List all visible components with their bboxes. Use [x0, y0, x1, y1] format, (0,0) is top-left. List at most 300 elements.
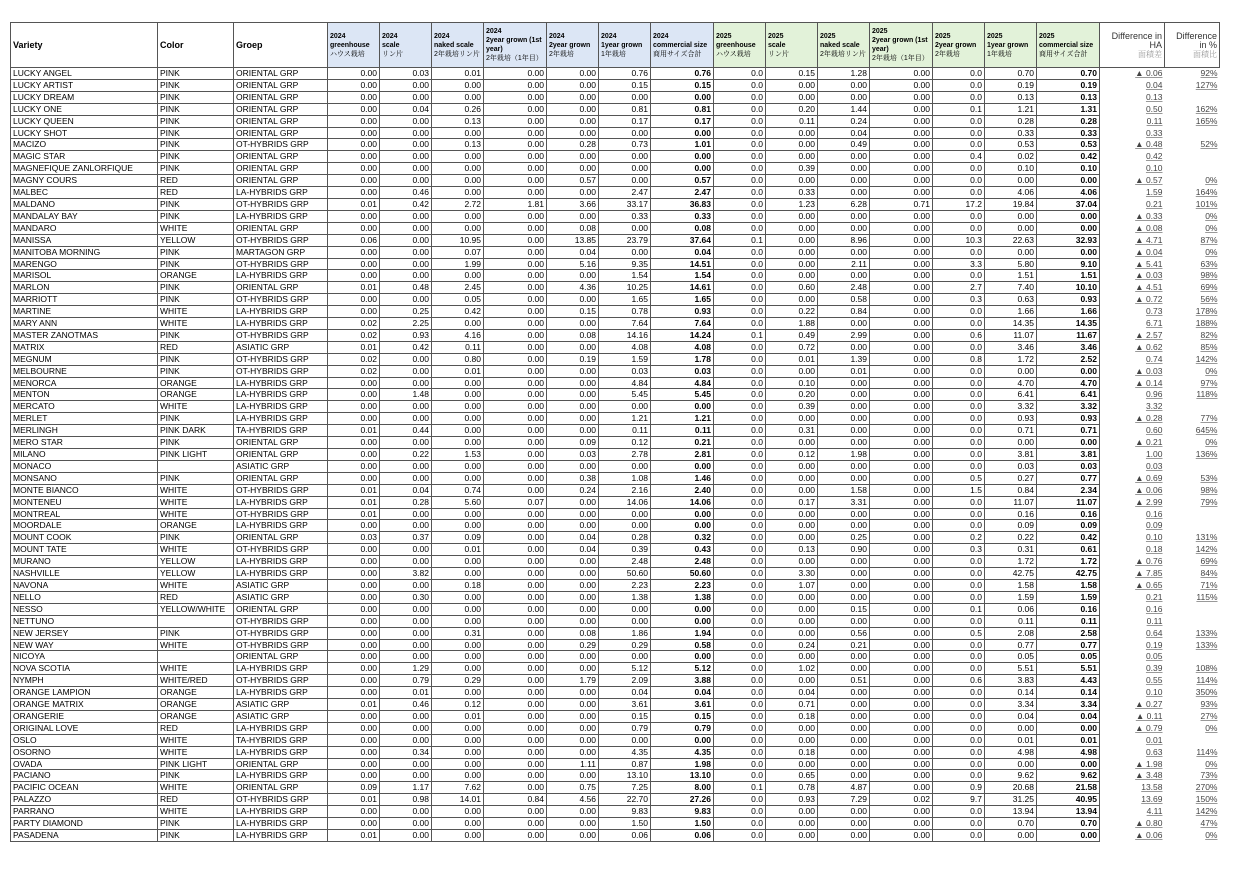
cell-2024-value: 1.21: [651, 413, 714, 425]
cell-2024-value: 0.00: [484, 234, 547, 246]
cell-2025-value: 0.0: [714, 520, 766, 532]
cell-2024-value: 2.47: [651, 187, 714, 199]
cell-difference-ha: 0.04: [1145, 79, 1163, 90]
header-2024-col-7: [651, 23, 714, 68]
cell-difference-pct: 645%: [1195, 425, 1218, 436]
cell-color: [158, 460, 234, 472]
cell-2025-value: 0.00: [870, 270, 933, 282]
cell-2025-value: 0.77: [1037, 639, 1100, 651]
cell-2024-value: 4.08: [599, 341, 651, 353]
cell-2024-value: 0.00: [328, 187, 380, 199]
cell-difference-pct: 53%: [1200, 472, 1218, 483]
cell-2024-value: 23.79: [599, 234, 651, 246]
cell-color: [158, 651, 234, 663]
cell-2025-value: 1.58: [1037, 579, 1100, 591]
cell-2025-value: 0.0: [933, 687, 985, 699]
cell-variety: ORIGINAL LOVE: [11, 722, 158, 734]
cell-variety: MURANO: [11, 556, 158, 568]
cell-2025-value: 0.0: [714, 663, 766, 675]
cell-2024-value: 0.00: [328, 472, 380, 484]
header-jp-label: 2年栽培: [549, 50, 574, 58]
cell-2025-value: 0.00: [818, 806, 870, 818]
cell-groep: OT-HYBRIDS GRP: [234, 198, 328, 210]
cell-groep: ORIENTAL GRP: [234, 79, 328, 91]
table-row: [11, 425, 1220, 437]
cell-2025-value: 0.0: [933, 79, 985, 91]
cell-variety: MOORDALE: [11, 520, 158, 532]
cell-2025-value: 0.00: [766, 722, 818, 734]
cell-difference-ha: 1.59: [1145, 187, 1163, 198]
header-jp-label: ハウス栽培: [716, 50, 751, 58]
cell-2024-value: 0.00: [484, 746, 547, 758]
cell-2024-value: 5.12: [599, 663, 651, 675]
table-row: [11, 377, 1220, 389]
cell-2025-value: 0.0: [714, 127, 766, 139]
cell-2025-value: 0.0: [714, 603, 766, 615]
header-line: Difference in: [1111, 30, 1162, 41]
cell-color: PINK: [158, 329, 234, 341]
header-2025-col-3: [818, 23, 870, 68]
cell-difference-ha: 0.19: [1145, 639, 1163, 650]
cell-groep: ORIENTAL GRP: [234, 532, 328, 544]
cell-2025-value: 0.3: [933, 544, 985, 556]
cell-2024-value: 0.00: [380, 770, 432, 782]
cell-2024-value: 0.00: [547, 591, 599, 603]
cell-groep: LA-HYBRIDS GRP: [234, 389, 328, 401]
table-row: [11, 687, 1220, 699]
cell-variety: PASADENA: [11, 830, 158, 842]
cell-color: PINK: [158, 198, 234, 210]
header-2024-col-5: [547, 23, 599, 68]
cell-2025-value: 5.80: [985, 258, 1037, 270]
cell-color: PINK: [158, 472, 234, 484]
cell-difference-ha: 6.71: [1145, 318, 1163, 329]
cell-color: PINK DARK: [158, 425, 234, 437]
table-row: [11, 615, 1220, 627]
cell-2025-value: 0.20: [766, 389, 818, 401]
cell-color: WHITE/RED: [158, 675, 234, 687]
cell-variety: LUCKY ONE: [11, 103, 158, 115]
header-jp-label: 商用サイズ合計: [1039, 50, 1088, 58]
cell-color: PINK: [158, 127, 234, 139]
cell-2024-value: 0.08: [547, 222, 599, 234]
cell-2025-value: 0.00: [766, 758, 818, 770]
cell-2025-value: 0.77: [985, 639, 1037, 651]
cell-2024-value: 2.47: [599, 187, 651, 199]
cell-2025-value: 0.09: [1037, 520, 1100, 532]
cell-difference-pct: 0%: [1205, 365, 1218, 376]
cell-2025-value: 0.0: [714, 246, 766, 258]
header-label: 1year grown: [601, 41, 643, 49]
cell-2024-value: 0.00: [328, 568, 380, 580]
cell-2025-value: 1.5: [933, 484, 985, 496]
cell-groep: LA-HYBRIDS GRP: [234, 663, 328, 675]
cell-2024-value: 0.00: [599, 127, 651, 139]
cell-2025-value: 3.32: [985, 401, 1037, 413]
cell-2024-value: 3.61: [651, 699, 714, 711]
cell-2024-value: 0.00: [380, 365, 432, 377]
cell-2025-value: 0.00: [870, 187, 933, 199]
cell-2024-value: 33.17: [599, 198, 651, 210]
cell-2024-value: 0.00: [484, 675, 547, 687]
cell-2025-value: 0.0: [714, 830, 766, 842]
table-row: [11, 544, 1220, 556]
cell-2024-value: 0.03: [547, 449, 599, 461]
cell-difference-ha: ▲ 0.57: [1135, 175, 1163, 186]
cell-2025-value: 0.00: [818, 687, 870, 699]
cell-2024-value: 0.00: [432, 318, 484, 330]
cell-2024-value: 0.00: [547, 520, 599, 532]
cell-2024-value: 0.00: [651, 151, 714, 163]
cell-2024-value: 0.00: [484, 449, 547, 461]
table-row: [11, 449, 1220, 461]
cell-2025-value: 0.49: [818, 139, 870, 151]
cell-2025-value: 0.00: [870, 460, 933, 472]
cell-2025-value: 0.18: [766, 746, 818, 758]
cell-difference-pct: 73%: [1200, 770, 1218, 781]
cell-groep: MARTAGON GRP: [234, 246, 328, 258]
cell-color: ORANGE: [158, 699, 234, 711]
header-year: 2024: [653, 32, 669, 40]
header-2025-col-2: [766, 23, 818, 68]
cell-2024-value: 0.00: [380, 710, 432, 722]
cell-difference-ha: ▲ 0.06: [1135, 484, 1163, 495]
cell-difference-pct: 118%: [1196, 389, 1218, 400]
cell-2024-value: 0.00: [599, 651, 651, 663]
cell-2025-value: 0.00: [818, 520, 870, 532]
cell-2025-value: 0.10: [766, 377, 818, 389]
cell-2024-value: 2.16: [599, 484, 651, 496]
cell-2024-value: 7.64: [599, 318, 651, 330]
cell-2024-value: 1.98: [651, 758, 714, 770]
cell-groep: OT-HYBRIDS GRP: [234, 329, 328, 341]
cell-2025-value: 0.0: [714, 151, 766, 163]
cell-2025-value: 0.15: [766, 68, 818, 80]
table-row: [11, 639, 1220, 651]
cell-2025-value: 0.00: [870, 699, 933, 711]
header-2024-col-2: [380, 23, 432, 68]
cell-2024-value: 0.00: [484, 365, 547, 377]
cell-2024-value: 0.00: [547, 496, 599, 508]
cell-2024-value: 0.03: [651, 365, 714, 377]
cell-2025-value: 0.00: [818, 746, 870, 758]
cell-2024-value: 0.00: [599, 401, 651, 413]
cell-2025-value: 0.00: [870, 389, 933, 401]
cell-2024-value: 0.04: [380, 103, 432, 115]
cell-2025-value: 0.19: [1037, 79, 1100, 91]
cell-2024-value: 0.00: [547, 568, 599, 580]
cell-groep: ORIENTAL GRP: [234, 103, 328, 115]
cell-variety: PALAZZO: [11, 794, 158, 806]
table-row: [11, 794, 1220, 806]
cell-2025-value: 0.0: [714, 413, 766, 425]
table-row: [11, 91, 1220, 103]
cell-2025-value: 0.16: [1037, 508, 1100, 520]
cell-2024-value: 0.00: [484, 722, 547, 734]
cell-2024-value: 0.00: [599, 615, 651, 627]
header-line: in %: [1199, 39, 1217, 50]
cell-2025-value: 0.0: [933, 651, 985, 663]
cell-difference-pct: 85%: [1200, 341, 1218, 352]
cell-2024-value: 0.00: [328, 460, 380, 472]
table-row: [11, 830, 1220, 842]
cell-2024-value: 0.00: [432, 222, 484, 234]
table-row: [11, 532, 1220, 544]
cell-2024-value: 10.95: [432, 234, 484, 246]
cell-2024-value: 0.00: [380, 734, 432, 746]
cell-2024-value: 4.08: [651, 341, 714, 353]
cell-2025-value: 0.00: [870, 258, 933, 270]
header-jp-label: リン片: [768, 50, 789, 58]
cell-2025-value: 0.00: [870, 234, 933, 246]
cell-difference-pct: [1165, 615, 1220, 627]
cell-2024-value: 5.60: [432, 496, 484, 508]
cell-2025-value: 0.0: [714, 734, 766, 746]
cell-2024-value: 2.45: [432, 282, 484, 294]
cell-2025-value: 0.0: [714, 579, 766, 591]
cell-2024-value: 0.09: [547, 437, 599, 449]
cell-2025-value: 1.39: [818, 353, 870, 365]
cell-2024-value: 0.00: [432, 437, 484, 449]
cell-2025-value: 0.00: [870, 687, 933, 699]
cell-2024-value: 0.00: [380, 377, 432, 389]
cell-2024-value: 0.00: [380, 615, 432, 627]
cell-2025-value: 0.0: [714, 818, 766, 830]
cell-2025-value: 0.53: [985, 139, 1037, 151]
cell-variety: MARTINE: [11, 306, 158, 318]
cell-2024-value: 0.00: [484, 151, 547, 163]
cell-difference-pct: 127%: [1195, 79, 1218, 90]
cell-2025-value: 11.07: [1037, 496, 1100, 508]
table-row: [11, 710, 1220, 722]
cell-color: WHITE: [158, 806, 234, 818]
cell-groep: OT-HYBRIDS GRP: [234, 484, 328, 496]
cell-groep: LA-HYBRIDS GRP: [234, 520, 328, 532]
cell-2024-value: 0.00: [432, 520, 484, 532]
cell-groep: OT-HYBRIDS GRP: [234, 794, 328, 806]
cell-2024-value: 0.04: [651, 687, 714, 699]
cell-2024-value: 0.00: [432, 603, 484, 615]
cell-2024-value: 0.01: [432, 365, 484, 377]
cell-2024-value: 0.00: [547, 556, 599, 568]
cell-2025-value: 0.00: [1037, 365, 1100, 377]
cell-variety: MANDARO: [11, 222, 158, 234]
cell-2024-value: 0.00: [432, 651, 484, 663]
cell-2024-value: 0.00: [484, 734, 547, 746]
cell-2025-value: 0.00: [870, 782, 933, 794]
cell-2024-value: 13.10: [651, 770, 714, 782]
cell-color: PINK: [158, 413, 234, 425]
cell-2024-value: 0.00: [432, 377, 484, 389]
cell-variety: MARRIOTT: [11, 294, 158, 306]
cell-2025-value: 22.63: [985, 234, 1037, 246]
cell-2025-value: 0.01: [766, 353, 818, 365]
cell-groep: LA-HYBRIDS GRP: [234, 270, 328, 282]
cell-2025-value: 0.0: [933, 568, 985, 580]
cell-2024-value: 0.00: [432, 210, 484, 222]
table-row: [11, 163, 1220, 175]
cell-2025-value: 0.0: [933, 425, 985, 437]
cell-2025-value: 0.00: [766, 246, 818, 258]
table-row: [11, 365, 1220, 377]
cell-2024-value: 0.01: [432, 544, 484, 556]
cell-2025-value: 0.0: [933, 413, 985, 425]
cell-color: PINK: [158, 532, 234, 544]
cell-2024-value: 0.00: [328, 651, 380, 663]
cell-difference-pct: [1165, 734, 1220, 746]
cell-2025-value: 0.51: [818, 675, 870, 687]
cell-2025-value: 3.34: [1037, 699, 1100, 711]
cell-2025-value: 0.00: [818, 818, 870, 830]
cell-color: PINK: [158, 282, 234, 294]
cell-2025-value: 0.01: [985, 734, 1037, 746]
cell-2025-value: 14.35: [1037, 318, 1100, 330]
cell-difference-pct: [1165, 460, 1220, 472]
cell-2025-value: 42.75: [1037, 568, 1100, 580]
cell-2024-value: 0.00: [328, 639, 380, 651]
cell-2025-value: 3.31: [818, 496, 870, 508]
cell-2024-value: 0.00: [380, 651, 432, 663]
cell-difference-pct: 56%: [1200, 294, 1218, 305]
cell-2025-value: 0.0: [933, 365, 985, 377]
cell-2024-value: 0.00: [380, 91, 432, 103]
cell-2024-value: 0.00: [380, 413, 432, 425]
cell-2024-value: 0.00: [484, 187, 547, 199]
cell-2025-value: 0.1: [714, 782, 766, 794]
cell-2024-value: 0.03: [328, 532, 380, 544]
cell-2025-value: 5.51: [1037, 663, 1100, 675]
cell-2025-value: 0.0: [933, 699, 985, 711]
cell-2025-value: 0.22: [766, 306, 818, 318]
cell-2025-value: 0.56: [818, 627, 870, 639]
table-row: [11, 675, 1220, 687]
cell-2025-value: 0.42: [1037, 532, 1100, 544]
cell-2025-value: 0.0: [933, 734, 985, 746]
cell-2024-value: 0.18: [432, 579, 484, 591]
cell-2024-value: 0.01: [328, 425, 380, 437]
cell-2025-value: 0.00: [870, 306, 933, 318]
cell-2024-value: 3.66: [547, 198, 599, 210]
cell-2025-value: 0.00: [870, 103, 933, 115]
cell-2024-value: 0.00: [432, 508, 484, 520]
cell-variety: MALDANO: [11, 198, 158, 210]
cell-2025-value: 0.00: [870, 425, 933, 437]
cell-2025-value: 0.00: [818, 79, 870, 91]
cell-2024-value: 0.33: [599, 210, 651, 222]
cell-2024-value: 0.02: [328, 353, 380, 365]
cell-groep: OT-HYBRIDS GRP: [234, 365, 328, 377]
cell-difference-pct: 47%: [1200, 818, 1218, 829]
cell-2025-value: 0.0: [714, 806, 766, 818]
cell-2025-value: 0.00: [985, 210, 1037, 222]
cell-color: PINK: [158, 294, 234, 306]
header-label: 1year grown: [987, 41, 1029, 49]
cell-2024-value: 5.12: [651, 663, 714, 675]
cell-2025-value: 7.29: [818, 794, 870, 806]
cell-variety: LUCKY SHOT: [11, 127, 158, 139]
cell-2024-value: 0.00: [484, 508, 547, 520]
cell-2025-value: 0.00: [870, 127, 933, 139]
cell-2024-value: 0.00: [547, 163, 599, 175]
cell-2025-value: 0.0: [933, 68, 985, 80]
cell-2025-value: 0.04: [818, 127, 870, 139]
cell-color: [158, 615, 234, 627]
cell-2024-value: 3.61: [599, 699, 651, 711]
cell-groep: OT-HYBRIDS GRP: [234, 353, 328, 365]
cell-2025-value: 0.00: [870, 627, 933, 639]
cell-difference-pct: 270%: [1195, 782, 1218, 793]
cell-2024-value: 0.00: [380, 234, 432, 246]
cell-2025-value: 0.00: [1037, 175, 1100, 187]
cell-2024-value: 0.09: [328, 782, 380, 794]
cell-groep: OT-HYBRIDS GRP: [234, 675, 328, 687]
cell-2025-value: 0.0: [714, 91, 766, 103]
cell-2025-value: 0.0: [714, 318, 766, 330]
cell-2024-value: 0.13: [432, 139, 484, 151]
cell-2025-value: 1.44: [818, 103, 870, 115]
cell-difference-pct: [1165, 151, 1220, 163]
cell-2024-value: 0.00: [432, 389, 484, 401]
header-year: 2025: [716, 32, 732, 40]
cell-2024-value: 0.00: [484, 425, 547, 437]
cell-2024-value: 0.00: [599, 246, 651, 258]
cell-2025-value: 0.0: [933, 175, 985, 187]
cell-variety: NEW WAY: [11, 639, 158, 651]
cell-color: PINK: [158, 437, 234, 449]
cell-difference-pct: 150%: [1195, 794, 1218, 805]
cell-2024-value: 14.01: [432, 794, 484, 806]
cell-2025-value: 32.93: [1037, 234, 1100, 246]
cell-difference-pct: 178%: [1195, 306, 1218, 317]
cell-2024-value: 0.00: [547, 508, 599, 520]
cell-2024-value: 0.00: [547, 365, 599, 377]
cell-difference-pct: 142%: [1195, 806, 1218, 817]
cell-2024-value: 0.15: [651, 710, 714, 722]
cell-color: PINK: [158, 79, 234, 91]
cell-variety: MERCATO: [11, 401, 158, 413]
cell-2024-value: 0.00: [484, 139, 547, 151]
cell-2025-value: 0.14: [985, 687, 1037, 699]
cell-2025-value: 11.07: [985, 496, 1037, 508]
table-body: [11, 68, 1220, 842]
cell-2024-value: 1.81: [484, 198, 547, 210]
cell-2024-value: 0.00: [432, 270, 484, 282]
cell-2025-value: 0.00: [766, 139, 818, 151]
cell-2024-value: 0.00: [599, 222, 651, 234]
cell-2025-value: 0.31: [766, 425, 818, 437]
cell-2025-value: 0.00: [870, 770, 933, 782]
table-row: [11, 579, 1220, 591]
cell-2024-value: 0.00: [484, 615, 547, 627]
cell-2024-value: 0.28: [547, 139, 599, 151]
cell-2025-value: 0.0: [933, 246, 985, 258]
cell-2024-value: 0.00: [380, 175, 432, 187]
cell-2025-value: 0.24: [766, 639, 818, 651]
cell-variety: PARRANO: [11, 806, 158, 818]
cell-2024-value: 2.48: [651, 556, 714, 568]
cell-2024-value: 1.17: [380, 782, 432, 794]
table-row: [11, 103, 1220, 115]
cell-2024-value: 4.36: [547, 282, 599, 294]
cell-2024-value: 4.35: [651, 746, 714, 758]
cell-2025-value: 0.17: [766, 496, 818, 508]
cell-2025-value: 19.84: [985, 198, 1037, 210]
cell-2025-value: 0.00: [818, 437, 870, 449]
cell-2025-value: 0.00: [870, 484, 933, 496]
cell-2024-value: 37.64: [651, 234, 714, 246]
cell-2024-value: 0.12: [599, 437, 651, 449]
cell-2025-value: 0.0: [714, 258, 766, 270]
